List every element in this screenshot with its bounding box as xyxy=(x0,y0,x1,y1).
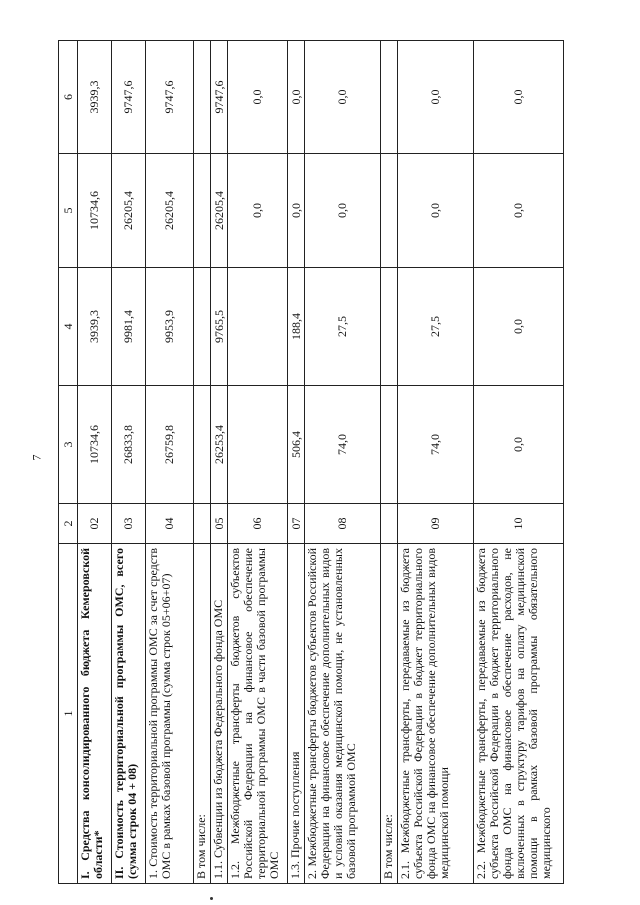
value-cell: 10734,6 xyxy=(78,386,112,504)
column-number: 3 xyxy=(59,386,78,504)
table-row xyxy=(211,41,228,884)
value-cell: 26833,8 xyxy=(112,386,146,504)
value-cell xyxy=(228,268,288,386)
value-cell: 10734,6 xyxy=(78,154,112,268)
column-number: 5 xyxy=(59,154,78,268)
value-cell: 0,0 xyxy=(288,154,305,268)
row-code-cell: 02 xyxy=(78,504,112,544)
value-cell: 9765,5 xyxy=(211,268,228,386)
value-cell xyxy=(381,386,398,504)
row-label-cell: 2.1. Межбюджетные трансферты, передаваемые из бюджета субъекта Российской Федерации в бюджет территориального фонда ОМС на финансовое обеспечение дополнительных видов медицинской помощи xyxy=(398,544,474,884)
value-cell xyxy=(194,154,211,268)
table-row xyxy=(381,41,398,884)
row-label-cell: II. Стоимость территориальной программы ОМС, всего (сумма строк 04 + 08) xyxy=(112,544,146,884)
value-cell xyxy=(194,41,211,154)
value-cell: 9747,6 xyxy=(112,41,146,154)
value-cell: 0,0 xyxy=(305,41,381,154)
row-code-cell: 09 xyxy=(398,504,474,544)
row-code-cell: 10 xyxy=(474,504,564,544)
value-cell: 188,4 xyxy=(288,268,305,386)
value-cell: 3939,3 xyxy=(78,268,112,386)
table-row xyxy=(228,41,288,884)
value-cell: 26253,4 xyxy=(211,386,228,504)
value-cell: 0,0 xyxy=(474,154,564,268)
value-cell xyxy=(381,41,398,154)
value-cell: 27,5 xyxy=(398,268,474,386)
column-number: 6 xyxy=(59,41,78,154)
value-cell: 9747,6 xyxy=(211,41,228,154)
value-cell: 0,0 xyxy=(398,41,474,154)
row-label-cell: 1. Стоимость территориальной программы ОМС за счет средств ОМС в рамках базовой программы (сумма строк 05+06+07) xyxy=(146,544,194,884)
rotated-page xyxy=(58,41,618,884)
row-label-cell: В том числе: xyxy=(194,544,211,884)
table-row xyxy=(194,41,211,884)
value-cell: 0,0 xyxy=(228,41,288,154)
value-cell: 26759,8 xyxy=(146,386,194,504)
column-number: 4 xyxy=(59,268,78,386)
value-cell: 0,0 xyxy=(305,154,381,268)
row-code-cell: 06 xyxy=(228,504,288,544)
value-cell: 9747,6 xyxy=(146,41,194,154)
value-cell: 9981,4 xyxy=(112,268,146,386)
row-label-cell: 2. Межбюджетные трансферты бюджетов субъектов Российской Федерации на финансовое обеспечение дополнительных видов и условий оказания медицинской помощи, не установленных базовой программой ОМС xyxy=(305,544,381,884)
value-cell: 26205,4 xyxy=(211,154,228,268)
row-label-cell: 1.3. Прочие поступления xyxy=(288,544,305,884)
table-row xyxy=(398,41,474,884)
value-cell: 27,5 xyxy=(305,268,381,386)
value-cell: 506,4 xyxy=(288,386,305,504)
value-cell: 3939,3 xyxy=(78,41,112,154)
value-cell: 0,0 xyxy=(474,41,564,154)
value-cell: 74,0 xyxy=(305,386,381,504)
value-cell: 0,0 xyxy=(228,154,288,268)
row-code-cell: 08 xyxy=(305,504,381,544)
table-row xyxy=(474,41,564,884)
value-cell: 0,0 xyxy=(474,268,564,386)
value-cell xyxy=(194,386,211,504)
value-cell: 26205,4 xyxy=(112,154,146,268)
row-code-cell xyxy=(194,504,211,544)
value-cell xyxy=(194,268,211,386)
row-label-cell: I. Средства консолидированного бюджета Кемеровской области* xyxy=(78,544,112,884)
table-row xyxy=(112,41,146,884)
page-number: 7 xyxy=(29,454,44,461)
column-number: 2 xyxy=(59,504,78,544)
value-cell xyxy=(228,386,288,504)
value-cell xyxy=(381,154,398,268)
row-label-cell: В том числе: xyxy=(381,544,398,884)
column-number: 1 xyxy=(59,544,78,884)
table-row xyxy=(288,41,305,884)
value-cell: 9953,9 xyxy=(146,268,194,386)
row-code-cell: 07 xyxy=(288,504,305,544)
table-body xyxy=(78,41,564,884)
row-label-cell: 1.2. Межбюджетные трансферты бюджетов субъектов Российской Федерации на финансовое обеспечение территориальной программы ОМС в части базовой программы ОМС xyxy=(228,544,288,884)
value-cell: 0,0 xyxy=(288,41,305,154)
value-cell: 0,0 xyxy=(474,386,564,504)
row-code-cell xyxy=(381,504,398,544)
row-label-cell: 1.1. Субвенции из бюджета Федерального фонда ОМС xyxy=(211,544,228,884)
budget-table xyxy=(58,40,564,884)
value-cell: 74,0 xyxy=(398,386,474,504)
row-label-cell: 2.2. Межбюджетные трансферты, передаваемые из бюджета субъекта Российской Федерации в бюджет территориального фонда ОМС на финансовое обеспечение расходов, не включенных в структуру тарифов на оплату медицинской помощи в рамках базовой программы обязательного медицинского xyxy=(474,544,564,884)
row-code-cell: 03 xyxy=(112,504,146,544)
value-cell xyxy=(381,268,398,386)
table-row xyxy=(146,41,194,884)
value-cell: 0,0 xyxy=(398,154,474,268)
table-row xyxy=(78,41,112,884)
scan-speck xyxy=(210,897,213,900)
row-code-cell: 04 xyxy=(146,504,194,544)
row-code-cell: 05 xyxy=(211,504,228,544)
column-number-row xyxy=(59,41,78,884)
table-row xyxy=(305,41,381,884)
value-cell: 26205,4 xyxy=(146,154,194,268)
